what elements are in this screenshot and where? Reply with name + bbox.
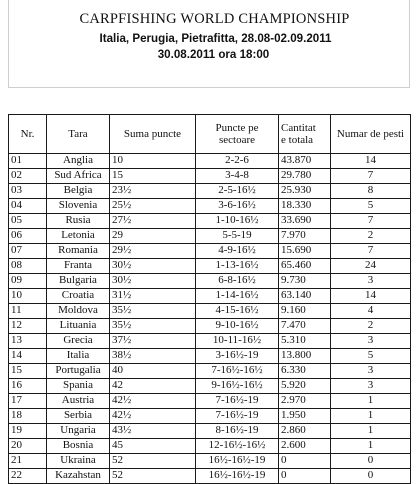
table-row [9,244,411,259]
cell-nr: 02 [9,169,47,184]
cell-tara: Lituania [47,319,110,334]
cell-tara: Kazahstan [47,469,110,484]
cell-puncte-sectoare: 4-15-16½ [196,304,279,319]
results-table [8,114,411,484]
cell-puncte-sectoare: 16½-16½-19 [196,469,279,484]
cell-puncte-sectoare: 3-16½-19 [196,349,279,364]
cell-tara: Spania [47,379,110,394]
cell-tara: Bulgaria [47,274,110,289]
cell-nr: 20 [9,439,47,454]
cell-suma-puncte: 30½ [110,274,196,289]
cell-puncte-sectoare: 16½-16½-19 [196,454,279,469]
cell-puncte-sectoare: 1-10-16½ [196,214,279,229]
cell-puncte-sectoare: 12-16½-16½ [196,439,279,454]
event-location: Italia, Perugia, Pietrafitta, 28.08-02.09.2011 [99,32,332,45]
table-row [9,304,411,319]
cell-tara: Moldova [47,304,110,319]
table-row [9,379,411,394]
cell-nr: 16 [9,379,47,394]
cell-nr: 01 [9,154,47,169]
cell-suma-puncte: 15 [110,169,196,184]
cell-puncte-sectoare: 3-4-8 [196,169,279,184]
cell-nr: 18 [9,409,47,424]
cell-suma-puncte: 37½ [110,334,196,349]
cell-nr: 19 [9,424,47,439]
cell-numar-pesti: 2 [331,229,411,244]
cell-cantitate: 7.470 [279,319,331,334]
cell-suma-puncte: 35½ [110,304,196,319]
cell-tara: Portugalia [47,364,110,379]
cell-nr: 07 [9,244,47,259]
cell-suma-puncte: 52 [110,469,196,484]
cell-numar-pesti: 5 [331,349,411,364]
table-row [9,409,411,424]
document-header [0,10,419,62]
cell-suma-puncte: 10 [110,154,196,169]
event-datetime: 30.08.2011 ora 18:00 [157,48,270,61]
table-row [9,289,411,304]
cell-cantitate: 0 [279,469,331,484]
column-header-cantitate-line1: Cantitat [281,122,316,134]
cell-puncte-sectoare: 2-5-16½ [196,184,279,199]
cell-suma-puncte: 40 [110,364,196,379]
cell-tara: Austria [47,394,110,409]
cell-suma-puncte: 42 [110,379,196,394]
table-header-row [9,115,411,154]
table-row [9,424,411,439]
table-row [9,184,411,199]
cell-numar-pesti: 1 [331,439,411,454]
cell-cantitate: 2.600 [279,439,331,454]
cell-tara: Rusia [47,214,110,229]
column-header-puncte-sectoare-line2: sectoare [218,134,256,146]
cell-tara: Croatia [47,289,110,304]
cell-nr: 22 [9,469,47,484]
table-row [9,229,411,244]
cell-tara: Belgia [47,184,110,199]
cell-suma-puncte: 35½ [110,319,196,334]
cell-cantitate: 63.140 [279,289,331,304]
cell-tara: Italia [47,349,110,364]
cell-numar-pesti: 14 [331,154,411,169]
table-row [9,214,411,229]
cell-puncte-sectoare: 1-14-16½ [196,289,279,304]
column-header-tara: Tara [47,115,110,154]
cell-suma-puncte: 38½ [110,349,196,364]
column-header-numar-pesti: Numar de pesti [331,115,411,154]
cell-nr: 12 [9,319,47,334]
cell-cantitate: 1.950 [279,409,331,424]
cell-nr: 14 [9,349,47,364]
cell-suma-puncte: 29 [110,229,196,244]
cell-nr: 05 [9,214,47,229]
table-row [9,349,411,364]
cell-tara: Ungaria [47,424,110,439]
cell-puncte-sectoare: 9-16½-16½ [196,379,279,394]
cell-nr: 10 [9,289,47,304]
cell-tara: Sud Africa [47,169,110,184]
cell-numar-pesti: 1 [331,394,411,409]
cell-suma-puncte: 52 [110,454,196,469]
cell-tara: Letonia [47,229,110,244]
column-header-puncte-sectoare-line1: Puncte pe [215,122,259,134]
cell-suma-puncte: 25½ [110,199,196,214]
cell-numar-pesti: 3 [331,364,411,379]
cell-puncte-sectoare: 3-6-16½ [196,199,279,214]
cell-cantitate: 65.460 [279,259,331,274]
table-row [9,199,411,214]
cell-cantitate: 33.690 [279,214,331,229]
cell-numar-pesti: 8 [331,184,411,199]
cell-cantitate: 5.310 [279,334,331,349]
cell-cantitate: 9.160 [279,304,331,319]
cell-nr: 11 [9,304,47,319]
cell-cantitate: 15.690 [279,244,331,259]
cell-tara: Romania [47,244,110,259]
cell-numar-pesti: 3 [331,274,411,289]
cell-numar-pesti: 0 [331,469,411,484]
table-row [9,259,411,274]
cell-puncte-sectoare: 7-16½-19 [196,409,279,424]
cell-numar-pesti: 5 [331,199,411,214]
cell-puncte-sectoare: 1-13-16½ [196,259,279,274]
column-header-suma-puncte: Suma puncte [110,115,196,154]
cell-cantitate: 6.330 [279,364,331,379]
cell-nr: 06 [9,229,47,244]
cell-numar-pesti: 2 [331,319,411,334]
cell-nr: 09 [9,274,47,289]
cell-cantitate: 29.780 [279,169,331,184]
cell-puncte-sectoare: 2-2-6 [196,154,279,169]
table-row [9,364,411,379]
table-row [9,169,411,184]
cell-puncte-sectoare: 7-16½-19 [196,394,279,409]
cell-cantitate: 2.860 [279,424,331,439]
cell-tara: Serbia [47,409,110,424]
cell-suma-puncte: 42½ [110,394,196,409]
cell-nr: 15 [9,364,47,379]
cell-numar-pesti: 3 [331,379,411,394]
column-header-cantitate [279,115,331,154]
cell-nr: 03 [9,184,47,199]
cell-cantitate: 43.870 [279,154,331,169]
table-row [9,154,411,169]
cell-puncte-sectoare: 6-8-16½ [196,274,279,289]
cell-cantitate: 9.730 [279,274,331,289]
cell-cantitate: 5.920 [279,379,331,394]
column-header-puncte-sectoare [196,115,279,154]
table-row [9,334,411,349]
cell-numar-pesti: 0 [331,454,411,469]
cell-numar-pesti: 7 [331,244,411,259]
cell-tara: Slovenia [47,199,110,214]
cell-tara: Franta [47,259,110,274]
cell-suma-puncte: 27½ [110,214,196,229]
cell-cantitate: 2.970 [279,394,331,409]
cell-nr: 08 [9,259,47,274]
cell-suma-puncte: 31½ [110,289,196,304]
column-header-nr: Nr. [9,115,47,154]
cell-cantitate: 18.330 [279,199,331,214]
cell-nr: 13 [9,334,47,349]
cell-tara: Bosnia [47,439,110,454]
cell-numar-pesti: 7 [331,214,411,229]
cell-puncte-sectoare: 9-10-16½ [196,319,279,334]
cell-suma-puncte: 29½ [110,244,196,259]
table-row [9,274,411,289]
cell-nr: 17 [9,394,47,409]
cell-cantitate: 25.930 [279,184,331,199]
cell-nr: 21 [9,454,47,469]
cell-suma-puncte: 23½ [110,184,196,199]
cell-numar-pesti: 24 [331,259,411,274]
cell-puncte-sectoare: 7-16½-16½ [196,364,279,379]
cell-puncte-sectoare: 8-16½-19 [196,424,279,439]
cell-puncte-sectoare: 5-5-19 [196,229,279,244]
cell-nr: 04 [9,199,47,214]
table-row [9,454,411,469]
cell-suma-puncte: 30½ [110,259,196,274]
cell-puncte-sectoare: 4-9-16½ [196,244,279,259]
cell-suma-puncte: 42½ [110,409,196,424]
cell-numar-pesti: 3 [331,334,411,349]
cell-numar-pesti: 4 [331,304,411,319]
cell-cantitate: 0 [279,454,331,469]
cell-cantitate: 13.800 [279,349,331,364]
page-title: CARPFISHING WORLD CHAMPIONSHIP [79,11,350,27]
table-row [9,439,411,454]
cell-tara: Grecia [47,334,110,349]
table-row [9,394,411,409]
cell-puncte-sectoare: 10-11-16½ [196,334,279,349]
table-row [9,469,411,484]
cell-numar-pesti: 1 [331,424,411,439]
cell-suma-puncte: 43½ [110,424,196,439]
table-body [9,154,411,484]
cell-tara: Ukraina [47,454,110,469]
cell-suma-puncte: 45 [110,439,196,454]
cell-numar-pesti: 7 [331,169,411,184]
column-header-cantitate-line2: e totala [281,134,314,146]
cell-tara: Anglia [47,154,110,169]
cell-cantitate: 7.970 [279,229,331,244]
cell-numar-pesti: 1 [331,409,411,424]
table-row [9,319,411,334]
cell-numar-pesti: 14 [331,289,411,304]
